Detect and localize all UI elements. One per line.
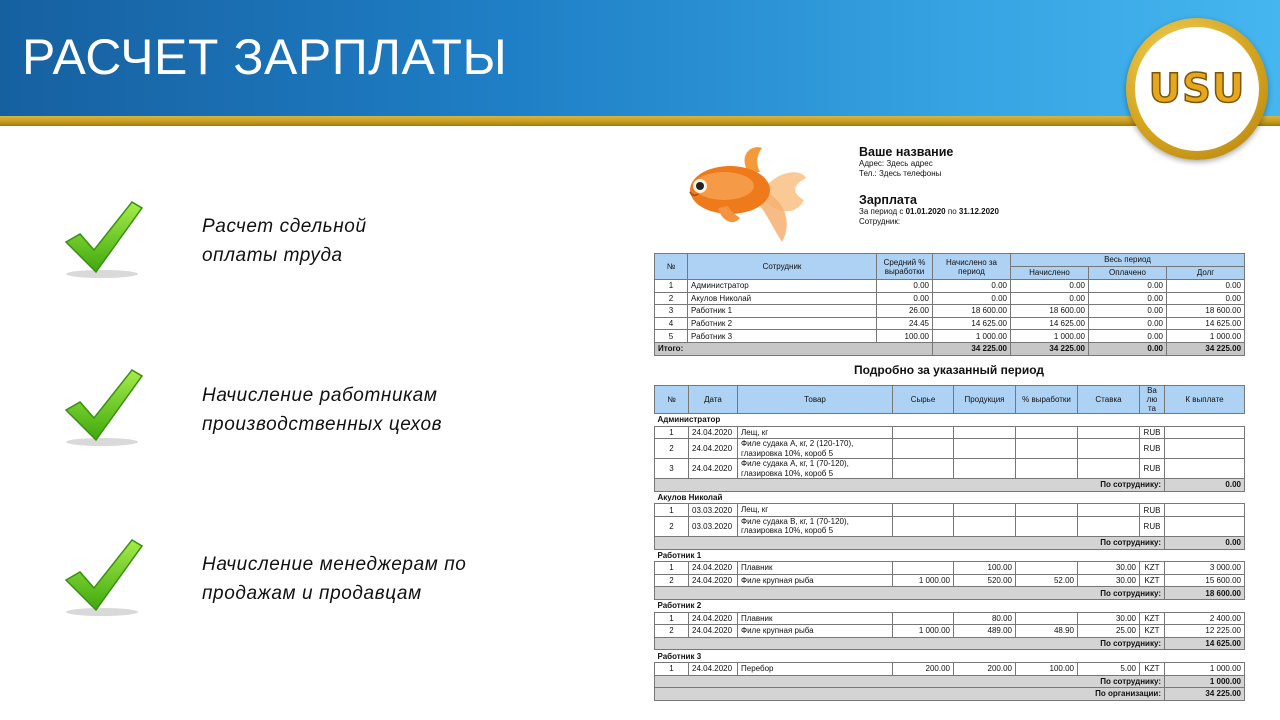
table-cell: 24.04.2020 <box>689 439 738 459</box>
table-cell: KZT <box>1140 612 1165 625</box>
group-row <box>655 549 1245 562</box>
col-accrued: Начислено <box>1011 266 1089 279</box>
goldfish-image <box>678 142 808 246</box>
table-cell <box>954 516 1016 536</box>
table-cell: Перебор <box>738 662 893 675</box>
table-cell <box>893 426 954 439</box>
table-cell: 30.00 <box>1078 574 1140 587</box>
table-cell: 24.45 <box>877 317 933 330</box>
table-row <box>655 292 1245 305</box>
table-cell: Плавник <box>738 562 893 575</box>
table-row <box>655 516 1245 536</box>
col-avg: Средний % выработки <box>877 254 933 280</box>
table-cell: 0.00 <box>933 292 1011 305</box>
table-cell <box>893 516 954 536</box>
subtotal-value: 18 600.00 <box>1165 587 1245 600</box>
company-name: Ваше название <box>859 145 954 159</box>
table-cell <box>1016 504 1078 517</box>
table-cell: RUB <box>1140 439 1165 459</box>
checkmark-icon <box>62 366 146 450</box>
table-cell: 4 <box>655 317 688 330</box>
table-cell <box>1078 504 1140 517</box>
table-cell <box>1078 459 1140 479</box>
table-cell: 52.00 <box>1016 574 1078 587</box>
bullet-line: Начисление менеджерам по <box>202 554 467 575</box>
subtotal-label: По сотруднику: <box>655 637 1165 650</box>
subtotal-row <box>655 479 1245 492</box>
col-output: Продукция <box>954 386 1016 414</box>
col-debt: Долг <box>1167 266 1245 279</box>
table-cell: 100.00 <box>877 330 933 343</box>
table-cell: 24.04.2020 <box>689 625 738 638</box>
table-cell: 2 <box>655 625 689 638</box>
table-cell: 14 625.00 <box>933 317 1011 330</box>
table-cell: KZT <box>1140 662 1165 675</box>
table-cell: Филе судака А, кг, 1 (70-120), глазировка 10%, короб 5 <box>738 459 893 479</box>
subtotal-row <box>655 637 1245 650</box>
report-header <box>859 145 999 227</box>
report-title: Зарплата <box>859 193 917 207</box>
table-cell <box>893 612 954 625</box>
total-debt: 34 225.00 <box>1167 342 1245 355</box>
table-cell: 0.00 <box>1167 292 1245 305</box>
table-cell: 2 400.00 <box>1165 612 1245 625</box>
table-row <box>655 504 1245 517</box>
table-cell: 26.00 <box>877 305 933 318</box>
total-label: Итого: <box>655 342 933 355</box>
subtotal-value: 14 625.00 <box>1165 637 1245 650</box>
table-cell: 18 600.00 <box>1011 305 1089 318</box>
subtotal-label: По сотруднику: <box>655 675 1165 688</box>
table-row <box>655 662 1245 675</box>
table-cell: 0.00 <box>1089 330 1167 343</box>
org-total-label: По организации: <box>655 688 1165 701</box>
table-cell: 1 <box>655 662 689 675</box>
table-cell: 1 000.00 <box>933 330 1011 343</box>
bullet-line: Расчет сдельной <box>202 216 367 237</box>
table-cell: 1 000.00 <box>893 574 954 587</box>
table-cell: 100.00 <box>954 562 1016 575</box>
table-cell: 1 <box>655 504 689 517</box>
table-cell <box>954 426 1016 439</box>
table-cell: 25.00 <box>1078 625 1140 638</box>
table-cell: RUB <box>1140 459 1165 479</box>
table-cell <box>1016 516 1078 536</box>
org-total-row <box>655 688 1245 701</box>
total-accrued: 34 225.00 <box>1011 342 1089 355</box>
company-address: Адрес: Здесь адрес <box>859 159 933 168</box>
table-cell <box>1165 459 1245 479</box>
table-cell: 0.00 <box>1011 292 1089 305</box>
table-cell <box>1165 504 1245 517</box>
company-phone: Тел.: Здесь телефоны <box>859 169 942 178</box>
table-cell: Лещ, кг <box>738 504 893 517</box>
detail-title: Подробно за указанный период <box>853 363 1045 377</box>
table-cell: 0.00 <box>933 280 1011 293</box>
col-paid: Оплачено <box>1089 266 1167 279</box>
table-cell <box>1078 426 1140 439</box>
table-row <box>655 439 1245 459</box>
table-cell: RUB <box>1140 504 1165 517</box>
table-cell: 80.00 <box>954 612 1016 625</box>
table-row <box>655 280 1245 293</box>
table-cell: 30.00 <box>1078 612 1140 625</box>
table-cell: Лещ, кг <box>738 426 893 439</box>
col-currency: Ва лю та <box>1140 386 1165 414</box>
table-cell: 18 600.00 <box>933 305 1011 318</box>
table-cell <box>1078 439 1140 459</box>
col-product: Товар <box>738 386 893 414</box>
usu-logo <box>1126 18 1268 160</box>
bullet-line: оплаты труда <box>202 245 343 266</box>
col-pct: % выработки <box>1016 386 1078 414</box>
subtotal-row <box>655 587 1245 600</box>
period-mid: по <box>945 207 959 216</box>
bullet-workshop <box>202 381 442 439</box>
col-employee: Сотрудник <box>688 254 877 280</box>
table-row <box>655 330 1245 343</box>
report-employee: Сотрудник: <box>859 217 901 226</box>
table-cell <box>1165 516 1245 536</box>
table-cell: 24.04.2020 <box>689 612 738 625</box>
table-cell <box>1078 516 1140 536</box>
table-cell <box>954 504 1016 517</box>
period-to: 31.12.2020 <box>958 207 999 216</box>
slide-title: РАСЧЕТ ЗАРПЛАТЫ <box>22 29 508 85</box>
report-period <box>859 207 999 217</box>
col-raw: Сырье <box>893 386 954 414</box>
table-cell: 5.00 <box>1078 662 1140 675</box>
table-row <box>655 459 1245 479</box>
bullet-piecework <box>202 212 367 270</box>
bullet-line: продажам и продавцам <box>202 583 422 604</box>
table-cell: 3 000.00 <box>1165 562 1245 575</box>
table-cell: 1 000.00 <box>1167 330 1245 343</box>
col-accrued-period: Начислено за период <box>933 254 1011 280</box>
detail-table <box>654 385 1245 701</box>
subtotal-label: По сотруднику: <box>655 479 1165 492</box>
subtotal-value: 0.00 <box>1165 479 1245 492</box>
col-payout: К выплате <box>1165 386 1245 414</box>
table-cell <box>893 439 954 459</box>
checkmark-icon <box>62 198 146 282</box>
table-cell: 200.00 <box>954 662 1016 675</box>
table-cell: 24.04.2020 <box>689 662 738 675</box>
table-cell: 0.00 <box>1089 305 1167 318</box>
table-cell: 1 <box>655 612 689 625</box>
table-cell: KZT <box>1140 562 1165 575</box>
group-name: Работник 1 <box>655 549 1245 562</box>
table-cell: Филе крупная рыба <box>738 625 893 638</box>
table-cell: 18 600.00 <box>1167 305 1245 318</box>
table-cell: 2 <box>655 292 688 305</box>
table-cell: 0.00 <box>1089 280 1167 293</box>
group-name: Работник 2 <box>655 599 1245 612</box>
period-from: 01.01.2020 <box>905 207 946 216</box>
table-cell: Филе судака А, кг, 2 (120-170), глазировка 10%, короб 5 <box>738 439 893 459</box>
col-num: № <box>655 254 688 280</box>
table-row <box>655 612 1245 625</box>
subtotal-label: По сотруднику: <box>655 587 1165 600</box>
bullet-line: Начисление работникам <box>202 385 438 406</box>
table-cell: 24.04.2020 <box>689 459 738 479</box>
table-cell: 3 <box>655 305 688 318</box>
table-row <box>655 305 1245 318</box>
group-row <box>655 599 1245 612</box>
subtotal-row <box>655 536 1245 549</box>
table-cell: RUB <box>1140 426 1165 439</box>
group-row <box>655 414 1245 427</box>
table-cell: 14 625.00 <box>1167 317 1245 330</box>
table-row <box>655 574 1245 587</box>
table-cell: 3 <box>655 459 689 479</box>
subtotal-value: 1 000.00 <box>1165 675 1245 688</box>
total-paid: 0.00 <box>1089 342 1167 355</box>
table-row <box>655 625 1245 638</box>
total-row <box>655 342 1245 355</box>
table-cell: 489.00 <box>954 625 1016 638</box>
subtotal-label: По сотруднику: <box>655 536 1165 549</box>
table-cell: 03.03.2020 <box>689 516 738 536</box>
summary-table <box>654 253 1245 356</box>
table-cell <box>1016 459 1078 479</box>
table-cell: 100.00 <box>1016 662 1078 675</box>
table-cell: 0.00 <box>1089 317 1167 330</box>
table-cell: Акулов Николай <box>688 292 877 305</box>
checkmark-icon <box>62 536 146 620</box>
table-cell: 15 600.00 <box>1165 574 1245 587</box>
table-cell: 0.00 <box>1089 292 1167 305</box>
table-cell: Работник 3 <box>688 330 877 343</box>
table-cell: Филе судака В, кг, 1 (70-120), глазировка 10%, короб 5 <box>738 516 893 536</box>
table-cell: 12 225.00 <box>1165 625 1245 638</box>
subtotal-row <box>655 675 1245 688</box>
table-cell: 2 <box>655 574 689 587</box>
subtotal-value: 0.00 <box>1165 536 1245 549</box>
table-cell: 520.00 <box>954 574 1016 587</box>
table-cell: 0.00 <box>1011 280 1089 293</box>
table-cell: 03.03.2020 <box>689 504 738 517</box>
table-cell <box>893 562 954 575</box>
table-cell: 1 000.00 <box>893 625 954 638</box>
table-cell <box>954 439 1016 459</box>
group-row <box>655 650 1245 663</box>
period-prefix: За период с <box>859 207 906 216</box>
group-name: Работник 3 <box>655 650 1245 663</box>
bullet-managers <box>202 550 466 608</box>
gold-divider <box>0 116 1280 126</box>
table-cell: 2 <box>655 516 689 536</box>
col-whole-period: Весь период <box>1011 254 1245 267</box>
table-cell: 1 <box>655 426 689 439</box>
detail-body <box>655 414 1245 701</box>
table-cell: 1 <box>655 562 689 575</box>
table-cell: KZT <box>1140 625 1165 638</box>
group-name: Администратор <box>655 414 1245 427</box>
table-cell: Работник 2 <box>688 317 877 330</box>
table-cell: Администратор <box>688 280 877 293</box>
table-cell: RUB <box>1140 516 1165 536</box>
total-accrued-period: 34 225.00 <box>933 342 1011 355</box>
table-row <box>655 562 1245 575</box>
table-cell: 0.00 <box>877 292 933 305</box>
table-cell: 24.04.2020 <box>689 562 738 575</box>
col-num: № <box>655 386 689 414</box>
table-cell: 200.00 <box>893 662 954 675</box>
table-cell <box>1165 439 1245 459</box>
table-cell: 14 625.00 <box>1011 317 1089 330</box>
table-cell: 1 000.00 <box>1011 330 1089 343</box>
summary-body <box>655 280 1245 356</box>
table-cell <box>954 459 1016 479</box>
table-cell: 1 <box>655 280 688 293</box>
table-cell <box>1165 426 1245 439</box>
group-name: Акулов Николай <box>655 491 1245 504</box>
group-row <box>655 491 1245 504</box>
table-cell: 24.04.2020 <box>689 426 738 439</box>
table-cell: 30.00 <box>1078 562 1140 575</box>
table-cell: 24.04.2020 <box>689 574 738 587</box>
table-cell: Работник 1 <box>688 305 877 318</box>
org-total-value: 34 225.00 <box>1165 688 1245 701</box>
table-cell: Филе крупная рыба <box>738 574 893 587</box>
table-cell: 48.90 <box>1016 625 1078 638</box>
table-cell: 0.00 <box>877 280 933 293</box>
col-date: Дата <box>689 386 738 414</box>
table-cell <box>1016 439 1078 459</box>
table-cell: 1 000.00 <box>1165 662 1245 675</box>
logo-inner-circle <box>1135 27 1259 151</box>
bullet-line: производственных цехов <box>202 414 443 435</box>
table-cell <box>1016 562 1078 575</box>
table-cell <box>893 459 954 479</box>
table-cell: 0.00 <box>1167 280 1245 293</box>
table-cell <box>1016 426 1078 439</box>
table-cell: 5 <box>655 330 688 343</box>
table-row <box>655 426 1245 439</box>
table-cell: Плавник <box>738 612 893 625</box>
table-cell <box>893 504 954 517</box>
table-cell: 2 <box>655 439 689 459</box>
col-rate: Ставка <box>1078 386 1140 414</box>
table-row <box>655 317 1245 330</box>
logo-text: USU <box>1148 66 1246 112</box>
table-cell <box>1016 612 1078 625</box>
table-cell: KZT <box>1140 574 1165 587</box>
